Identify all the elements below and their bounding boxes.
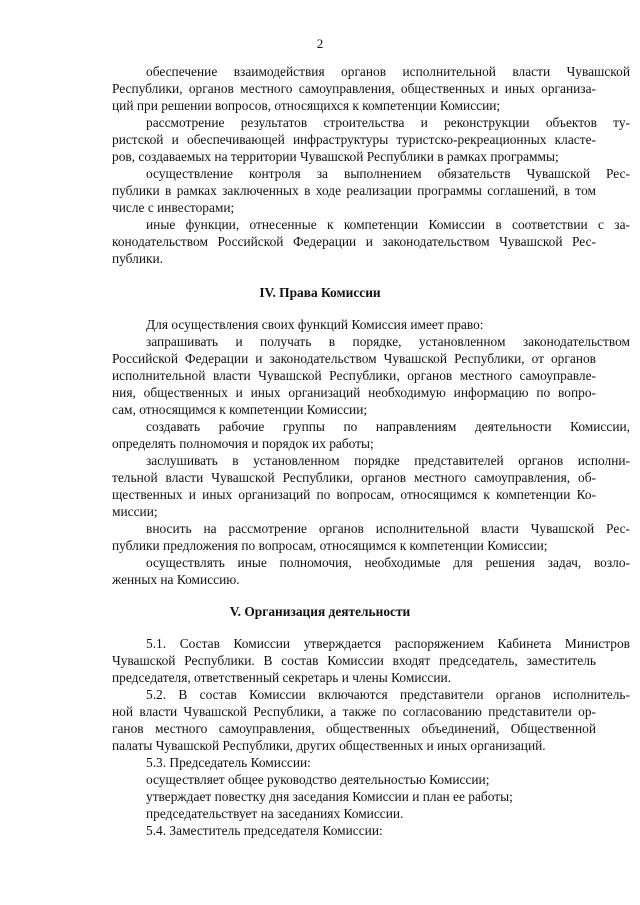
paragraph-line: числе с инвесторами; [112, 200, 235, 215]
paragraph-line: осуществление контроля за выполнением обязательств Чувашской Рес- [146, 166, 630, 181]
paragraph-line: заслушивать в установленном порядке представителей органов исполни- [146, 453, 630, 468]
paragraph-line: женных на Комиссию. [112, 572, 240, 587]
paragraph-line: палаты Чувашской Республики, других общественных и иных организаций. [112, 738, 546, 753]
paragraph-line: ной власти Чувашской Республики, а также по согласованию представители ор- [112, 704, 596, 719]
section-heading: V. Организация деятельности [229, 604, 411, 619]
paragraph-line: 5.3. Председатель Комиссии: [146, 755, 311, 770]
paragraph-line: публики предложения по вопросам, относящимся к компетенции Комиссии; [112, 538, 548, 553]
paragraph-line: ций при решении вопросов, относящихся к компетенции Комиссии; [112, 98, 501, 113]
paragraph-line: миссии; [112, 504, 158, 519]
paragraph-line: иные функции, отнесенные к компетенции Комиссии в соответствии с за- [146, 217, 630, 232]
paragraph-line: публики в рамках заключенных в ходе реализации программы соглашений, в том [112, 183, 596, 198]
paragraph-line: конодательством Российской Федерации и законодательством Чувашской Рес- [112, 234, 596, 249]
paragraph-line: 5.2. В состав Комиссии включаются представители органов исполнитель- [146, 687, 630, 702]
paragraph-line: ганов местного самоуправления, общественных объединений, Общественной [112, 721, 596, 736]
paragraph-line: осуществлять иные полномочия, необходимые для решения задач, возло- [146, 555, 630, 570]
page-number: 2 [316, 36, 324, 51]
paragraph-line: запрашивать и получать в порядке, установленном законодательством [146, 334, 630, 349]
paragraph-line: утверждает повестку дня заседания Комиссии и план ее работы; [146, 789, 513, 804]
paragraph-line: создавать рабочие группы по направлениям деятельности Комиссии, [146, 419, 630, 434]
paragraph-line: председателя, ответственный секретарь и члены Комиссии. [112, 670, 452, 685]
paragraph-line: Чувашской Республики. В состав Комиссии входят председатель, заместитель [112, 653, 596, 668]
paragraph-line: ристской и обеспечивающей инфраструктуры туристско-рекреационных класте- [112, 132, 596, 147]
paragraph-line: обеспечение взаимодействия органов исполнительной власти Чувашской [146, 64, 630, 79]
paragraph-line: Российской Федерации и законодательством Чувашской Республики, от органов [112, 351, 596, 366]
paragraph-line: 5.1. Состав Комиссии утверждается распоряжением Кабинета Министров [146, 636, 630, 651]
paragraph-line: осуществляет общее руководство деятельностью Комиссии; [146, 772, 490, 787]
paragraph-line: рассмотрение результатов строительства и реконструкции объектов ту- [146, 115, 630, 130]
paragraph-line: тельной власти Чувашской Республики, органов местного самоуправления, об- [112, 470, 596, 485]
paragraph-line: ния, общественных и иных организаций необходимую информацию по вопро- [112, 385, 596, 400]
paragraph-line: публики. [112, 251, 164, 266]
paragraph-line: ров, создаваемых на территории Чувашской Республики в рамках программы; [112, 149, 559, 164]
paragraph-line: вносить на рассмотрение органов исполнительной власти Чувашской Рес- [146, 521, 630, 536]
paragraph-line: Для осуществления своих функций Комиссия имеет право: [146, 317, 484, 332]
section-heading: IV. Права Комиссии [259, 285, 381, 300]
paragraph-line: сам, относящимся к компетенции Комиссии; [112, 402, 368, 417]
paragraph-line: председательствует на заседаниях Комиссии. [146, 806, 404, 821]
paragraph-line: исполнительной власти Чувашской Республики, органов местного самоуправле- [112, 368, 596, 383]
paragraph-line: Республики, органов местного самоуправления, общественных и иных организа- [112, 81, 596, 96]
paragraph-line: 5.4. Заместитель председателя Комиссии: [146, 823, 383, 838]
paragraph-line: определять полномочия и порядок их работы; [112, 436, 374, 451]
paragraph-line: щественных и иных организаций по вопросам, относящимся к компетенции Ко- [112, 487, 596, 502]
